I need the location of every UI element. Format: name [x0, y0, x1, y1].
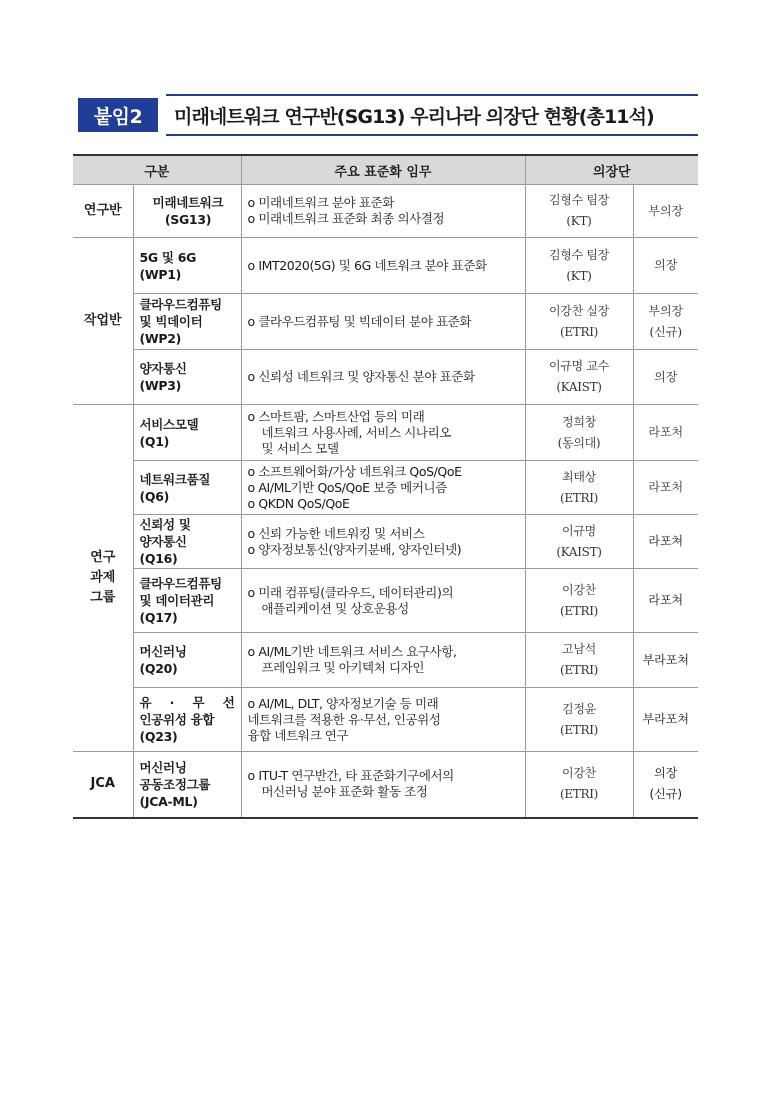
task-item: o 소프트웨어화/가상 네트워크 QoS/QoE: [247, 463, 462, 479]
group-name: 머신러닝 (Q20): [133, 633, 241, 688]
header-tasks: 주요 표준화 임무: [241, 155, 525, 185]
task-item: o 미래네트워크 표준화 최종 의사결정: [247, 211, 445, 226]
task-item: o 미래 컴퓨팅(클라우드, 데이터관리)의: [247, 584, 454, 600]
task-item: 융합 네트워크 연구: [247, 727, 349, 743]
role-cell: 라포처: [633, 405, 698, 461]
task-item: 네트워크를 적용한 유·무선, 인공위성: [247, 711, 441, 727]
group-name: 유 · 무 선 인공위성 융합 (Q23): [133, 688, 241, 752]
group-name: 신뢰성 및 양자통신 (Q16): [133, 515, 241, 569]
task-cell: [241, 185, 525, 238]
task-item: o AI/ML, DLT, 양자정보기술 등 미래: [247, 695, 439, 711]
table-row: [73, 752, 698, 818]
chair-cell: 이강찬 (ETRI): [525, 752, 633, 818]
group-name: 서비스모델 (Q1): [133, 405, 241, 461]
table-row: [73, 185, 698, 238]
group-name: 네트워크품질 (Q6): [133, 461, 241, 515]
task-item: o ITU-T 연구반간, 타 표준화기구에서의: [247, 768, 454, 784]
chair-cell: 이규명 (KAIST): [525, 515, 633, 569]
group-name: 양자통신 (WP3): [133, 350, 241, 405]
table-header-row: [73, 155, 698, 185]
task-cell: [241, 752, 525, 818]
chair-cell: 정희창 (동의대): [525, 405, 633, 461]
chair-cell: 이강찬 (ETRI): [525, 569, 633, 633]
header-category: 구분: [73, 155, 241, 185]
task-item: o AI/ML기반 네트워크 서비스 요구사항,: [247, 644, 457, 659]
task-item: 프레임워크 및 아키텍처 디자인: [261, 660, 424, 675]
chair-cell: 김형수 팀장 (KT): [525, 185, 633, 238]
category-question-group: 연구 과제 그룹: [73, 405, 133, 752]
role-cell: 부라포쳐: [633, 633, 698, 688]
task-item: o 클라우드컴퓨팅 및 빅데이터 분야 표준화: [247, 313, 472, 329]
table-row: [73, 294, 698, 350]
chair-cell: 김형수 팀장 (KT): [525, 238, 633, 294]
chair-cell: 이규명 교수 (KAIST): [525, 350, 633, 405]
role-cell: 의장: [633, 350, 698, 405]
task-cell: [241, 569, 525, 633]
task-item: o 양자정보통신(양자키분배, 양자인터넷): [247, 541, 462, 557]
group-name-line: 유 · 무 선: [139, 695, 235, 710]
group-name: 클라우드컴퓨팅 및 데이터관리 (Q17): [133, 569, 241, 633]
task-item: o 신뢰 가능한 네트워킹 및 서비스: [247, 525, 425, 541]
role-cell: 라포쳐: [633, 569, 698, 633]
page-title: 미래네트워크 연구반(SG13) 우리나라 의장단 현황(총11석): [174, 105, 654, 128]
chair-status-table: [73, 154, 698, 819]
chair-cell: 고남석 (ETRI): [525, 633, 633, 688]
group-name: 미래네트워크 (SG13): [133, 185, 241, 238]
task-item: o 스마트팜, 스마트산업 등의 미래: [247, 408, 425, 424]
task-cell: [241, 350, 525, 405]
task-cell: [241, 633, 525, 688]
role-cell: 부라포쳐: [633, 688, 698, 752]
table-row: [73, 515, 698, 569]
role-cell: 라포쳐: [633, 515, 698, 569]
appendix-badge: 붙임2: [78, 98, 158, 132]
task-item: 애플리케이션 및 상호운용성: [261, 600, 409, 616]
table-row: [73, 461, 698, 515]
role-cell: 의장: [633, 238, 698, 294]
chair-cell: 최태상 (ETRI): [525, 461, 633, 515]
task-item: o QKDN QoS/QoE: [247, 495, 350, 511]
group-name: 머신러닝 공동조정그룹 (JCA-ML): [133, 752, 241, 818]
table-row: [73, 688, 698, 752]
role-cell: 라포처: [633, 461, 698, 515]
title-bar: [78, 94, 698, 138]
task-item: o 미래네트워크 분야 표준화: [247, 195, 394, 210]
group-name: 클라우드컴퓨팅 및 빅데이터 (WP2): [133, 294, 241, 350]
table-row: [73, 238, 698, 294]
task-item: 네트워크 사용사례, 서비스 시나리오: [261, 424, 451, 440]
task-item: o 신뢰성 네트워크 및 양자통신 분야 표준화: [247, 369, 475, 384]
role-cell: 부의장: [633, 185, 698, 238]
task-item: 및 서비스 모델: [261, 440, 339, 456]
task-item: 머신러닝 분야 표준화 활동 조정: [261, 784, 428, 800]
role-cell: 부의장 (신규): [633, 294, 698, 350]
task-cell: [241, 238, 525, 294]
task-cell: [241, 405, 525, 461]
table-row: [73, 633, 698, 688]
title-rule-top: [166, 94, 698, 96]
task-item: o IMT2020(5G) 및 6G 네트워크 분야 표준화: [247, 257, 487, 273]
task-cell: [241, 688, 525, 752]
table-row: [73, 405, 698, 461]
chair-cell: 김정윤 (ETRI): [525, 688, 633, 752]
task-cell: [241, 515, 525, 569]
task-cell: [241, 461, 525, 515]
table-row: [73, 569, 698, 633]
task-item: o AI/ML기반 QoS/QoE 보증 메커니즘: [247, 479, 447, 495]
category-working-party: 작업반: [73, 238, 133, 405]
chair-cell: 이강찬 실장 (ETRI): [525, 294, 633, 350]
table-row: [73, 350, 698, 405]
category-study-group: 연구반: [73, 185, 133, 238]
title-rule-bottom: [166, 134, 698, 136]
category-jca: JCA: [73, 752, 133, 818]
header-chairs: 의장단: [525, 155, 698, 185]
role-cell: 의장 (신규): [633, 752, 698, 818]
group-name: 5G 및 6G (WP1): [133, 238, 241, 294]
task-cell: [241, 294, 525, 350]
